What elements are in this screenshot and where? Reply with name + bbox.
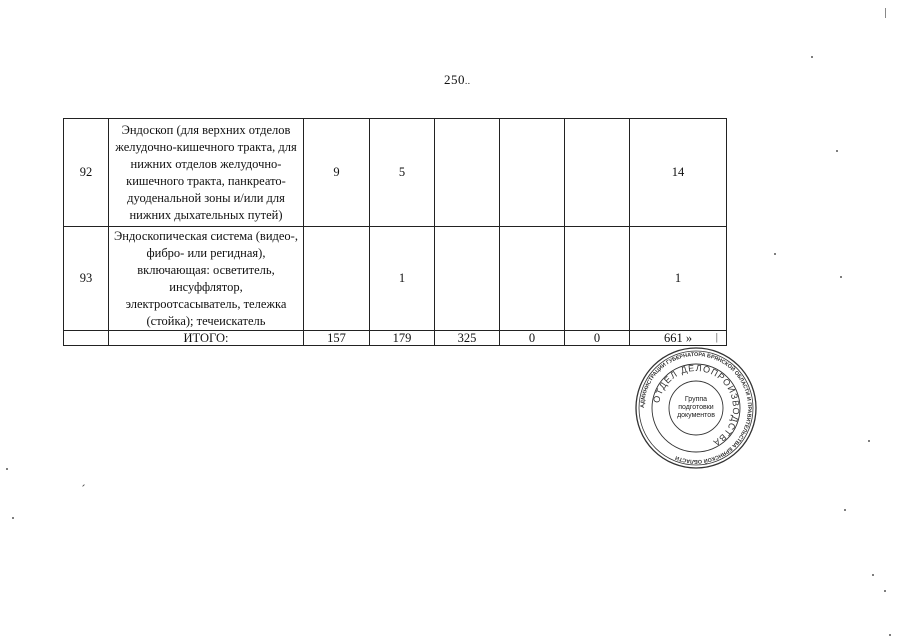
scan-speck (872, 574, 874, 576)
scan-speck (82, 484, 85, 487)
equipment-table (63, 118, 727, 346)
scan-speck (840, 276, 842, 278)
stamp-middle-text: ОТДЕЛ ДЕЛОПРОИЗВОДСТВА (651, 362, 742, 449)
cell-col2: 5 (370, 119, 435, 227)
closing-quote: » (685, 330, 693, 345)
text-cursor-mark: | (715, 331, 718, 343)
page-number-value: 250 (444, 72, 465, 87)
scan-speck (836, 150, 838, 152)
row-number: 92 (64, 119, 109, 227)
stamp-center-line: Группа (684, 396, 708, 403)
row-number: 93 (64, 227, 109, 331)
cell-col1 (304, 227, 370, 331)
cell-col3 (435, 227, 500, 331)
equipment-name: Эндоскоп (для верхних отделов желудочно-кишечного тракта, для нижних отделов желудочно-кишечного тракта, панкреато-дуоденальной зоны и/или для нижних дыхательных путей) (109, 119, 304, 227)
totals-col5: 0 (565, 331, 630, 346)
scan-speck (868, 440, 870, 442)
page-number-suffix: .. (465, 76, 471, 86)
scan-speck (774, 253, 776, 255)
totals-col2: 179 (370, 331, 435, 346)
totals-grand-value: 661 (663, 330, 683, 345)
stamp-outer-text: АДМИНИСТРАЦИИ ГУБЕРНАТОРА БРЯНСКОЙ ОБЛАСТИ И ПРАВИТЕЛЬСТВА БРЯНСКОЙ ОБЛАСТИ (639, 351, 753, 465)
official-stamp (634, 346, 758, 470)
cell-col4 (500, 119, 565, 227)
cell-col1: 9 (304, 119, 370, 227)
equipment-name: Эндоскопическая система (видео-, фибро- или регидная), включающая: осветитель, инсуффлятор, электроотсасыватель, тележка (стойка); течеискатель (109, 227, 304, 331)
cell-total: 14 (630, 119, 727, 227)
cell-col3 (435, 119, 500, 227)
totals-col1: 157 (304, 331, 370, 346)
scan-edge-mark (885, 8, 886, 18)
scan-speck (844, 509, 846, 511)
cell-col4 (500, 227, 565, 331)
cell-total: 1 (630, 227, 727, 331)
totals-grand (630, 331, 727, 346)
scan-speck (889, 634, 891, 636)
cell-col5 (565, 227, 630, 331)
table-row (64, 119, 727, 227)
totals-empty-cell (64, 331, 109, 346)
stamp-center-line: подготовки (678, 404, 714, 411)
cell-col5 (565, 119, 630, 227)
scan-speck (6, 468, 8, 470)
stamp-center-label (674, 386, 718, 430)
scan-speck (811, 56, 813, 58)
totals-label: ИТОГО: (109, 331, 304, 346)
stamp-center-line: документов (677, 412, 715, 419)
totals-col4: 0 (500, 331, 565, 346)
totals-col3: 325 (435, 331, 500, 346)
scan-speck (12, 517, 14, 519)
page-number (444, 72, 471, 88)
table-row (64, 227, 727, 331)
cell-col2: 1 (370, 227, 435, 331)
totals-row (64, 331, 727, 346)
scan-speck (884, 590, 886, 592)
